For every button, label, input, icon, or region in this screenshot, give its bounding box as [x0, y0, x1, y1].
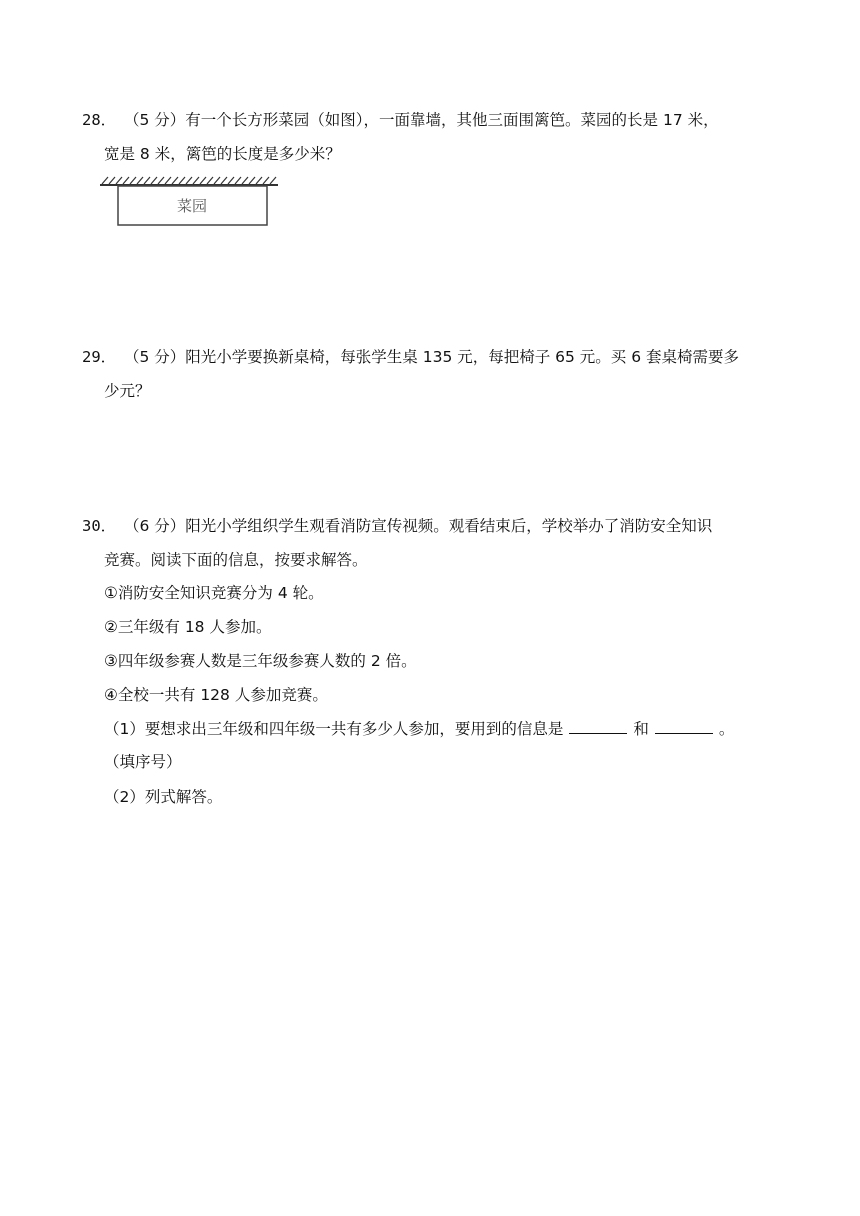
info-item-3: ③四年级参赛人数是三年级参赛人数的 2 倍。 [104, 652, 417, 670]
question-30-text-line-2: 竞赛。阅读下面的信息，按要求解答。 [104, 551, 368, 569]
sub-question-1-connector: 和 [633, 720, 649, 738]
question-30-text-line-1: （6 分）阳光小学组织学生观看消防宣传视频。观看结束后，学校举办了消防安全知识 [124, 517, 713, 535]
question-29-text-line-2: 少元？ [104, 382, 151, 400]
sub-question-1-end: 。 [718, 720, 735, 738]
question-30-number: 30． [82, 517, 117, 535]
sub-question-1 [104, 719, 734, 739]
question-29-text-line-1: （5 分）阳光小学要换新桌椅，每张学生桌 135 元，每把椅子 65 元。买 6 套桌椅需要多 [124, 348, 740, 366]
question-28-text-line-2: 宽是 8 米，篱笆的长度是多少米？ [104, 145, 341, 163]
garden-label: 菜园 [176, 197, 208, 215]
question-29-number: 29． [82, 348, 117, 366]
question-28-number: 28． [82, 111, 117, 129]
sub-question-2: （2）列式解答。 [104, 788, 223, 806]
sub-question-1-note: （填序号） [104, 753, 182, 771]
info-item-1: ①消防安全知识竞赛分为 4 轮。 [104, 584, 324, 602]
sub-question-1-text: （1）要想求出三年级和四年级一共有多少人参加，要用到的信息是 [104, 720, 564, 738]
info-item-4: ④全校一共有 128 人参加竞赛。 [104, 686, 328, 704]
wall-hatching [100, 177, 278, 185]
question-28-text-line-1: （5 分）有一个长方形菜园（如图），一面靠墙，其他三面围篱笆。菜园的长是 17 米， [124, 111, 719, 129]
info-item-2: ②三年级有 18 人参加。 [104, 618, 272, 636]
vegetable-garden-figure [100, 176, 280, 230]
answer-blank-1[interactable] [569, 719, 627, 734]
answer-blank-2[interactable] [655, 719, 713, 734]
